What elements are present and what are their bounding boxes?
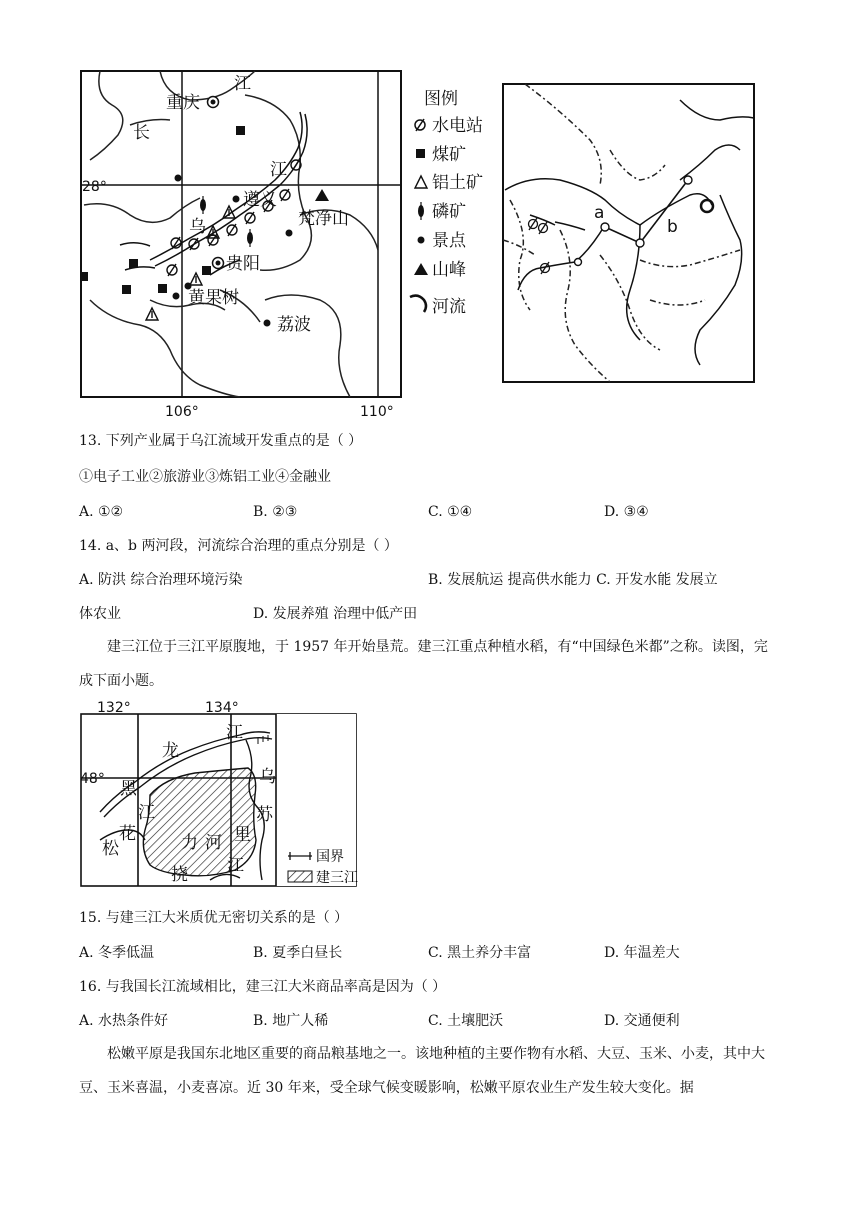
legend-label-peak: 山峰: [432, 260, 466, 280]
right-map-hydropower: [529, 218, 550, 274]
left-map-frame: [81, 71, 401, 397]
q16-stem: 16. 与我国长江流域相比，建三江大米商品率高是因为（ ）: [79, 979, 447, 995]
passage-songnen: 松嫩平原是我国东北地区重要的商品粮基地之一。该地种植的主要作物有水稻、大豆、玉米、小麦，其中大豆、玉米喜温，小麦喜凉。近 30 年来，受全球气候变暖影响，松嫩平原农业生产发生较大变化。据: [79, 1046, 765, 1096]
fig2-label-hei: 黑: [120, 779, 137, 799]
fig2-label-wu: 乌: [259, 767, 276, 787]
label-fanjingshan: 梵净山: [298, 209, 349, 229]
fig2-label-jiang-top: 江: [226, 723, 243, 743]
q16-option-a[interactable]: A. 水热条件好: [79, 1013, 169, 1029]
right-map-boundaries: [503, 84, 740, 382]
wujiang-figure: [0, 0, 860, 420]
legend-label-hydropower: 水电站: [432, 116, 483, 136]
q14-stem: 14. a、b 两河段，河流综合治理的重点分别是（ ）: [79, 538, 398, 554]
left-map-lines: [84, 71, 378, 397]
passage-jiansanjiang: 建三江位于三江平原腹地，于 1957 年开始垦荒。建三江重点种植水稻，有“中国绿色米都”之称。读图，完成下面小题。: [79, 639, 768, 689]
q15-option-c[interactable]: C. 黑土养分丰富: [428, 945, 532, 961]
q14-option-c-cont[interactable]: 体农业: [79, 606, 121, 622]
label-jiang-top: 江: [234, 74, 251, 94]
label-huangguoshu: 黄果树: [188, 288, 239, 308]
legend-title: 图例: [424, 89, 458, 109]
fanjingshan-peak-icon: [315, 189, 329, 201]
right-map-frame: [503, 84, 754, 382]
q13-option-b[interactable]: B. ②③: [253, 504, 298, 520]
tick-lon-110: 110°: [360, 404, 394, 420]
tick-lon-106: 106°: [165, 404, 199, 420]
legend: [410, 89, 483, 317]
peak-icon: [414, 263, 428, 275]
fig2-label-long: 龙: [162, 741, 179, 761]
q13-stem: 13. 下列产业属于乌江流域开发重点的是（ ）: [79, 433, 363, 449]
q13-option-d[interactable]: D. ③④: [604, 504, 649, 520]
q15-option-d[interactable]: D. 年温差大: [604, 945, 680, 961]
label-b: b: [667, 217, 678, 237]
label-wu: 乌: [189, 217, 206, 237]
fig2-label-jiang-right: 江: [227, 856, 244, 876]
phosphate-icon: [418, 202, 424, 220]
label-zunyi: 遵义: [243, 190, 277, 210]
fig2-legend-jiansanjiang: 建三江: [316, 870, 358, 886]
legend-label-bauxite: 铝土矿: [432, 173, 483, 193]
fig2-legend-border: 国界: [316, 849, 344, 865]
q15-option-a[interactable]: A. 冬季低温: [79, 945, 155, 961]
fig2-border-dashes: [258, 735, 268, 744]
fig2-label-he: 河: [205, 833, 222, 853]
fig2-label-su: 苏: [256, 805, 273, 825]
legend-label-phosphate: 磷矿: [432, 202, 466, 222]
label-chang: 长: [133, 123, 150, 143]
q16-option-d[interactable]: D. 交通便利: [604, 1013, 680, 1029]
fig2-label-nao: 挠: [171, 865, 188, 885]
label-guiyang: 贵阳: [226, 254, 260, 274]
river-segment-a-line: [605, 227, 640, 243]
jiansanjiang-legend-icon: [288, 871, 312, 882]
q16-option-b[interactable]: B. 地广人稀: [253, 1013, 329, 1029]
q13-statements: ①电子工业②旅游业③炼铝工业④金融业: [79, 469, 331, 485]
label-jiang-mid: 江: [270, 160, 287, 180]
q13-option-c[interactable]: C. ①④: [428, 504, 473, 520]
legend-label-coal: 煤矿: [432, 145, 466, 165]
bauxite-icon: [415, 176, 427, 188]
scenic-spot-icon: [418, 237, 425, 244]
fig2-label-song: 松: [102, 839, 119, 859]
river-icon: [410, 296, 426, 312]
label-libo: 荔波: [277, 315, 311, 335]
tick-lat-28: 28°: [82, 179, 107, 195]
label-chongqing: 重庆: [166, 93, 200, 113]
city-ring: [701, 200, 713, 212]
q14-option-b-c[interactable]: B. 发展航运 提高供水能力 C. 开发水能 发展立: [428, 572, 718, 588]
q14-option-d[interactable]: D. 发展养殖 治理中低产田: [253, 606, 418, 622]
city-markers: [208, 97, 224, 269]
fig2-label-hua: 花: [119, 824, 136, 844]
q14-option-a[interactable]: A. 防洪 综合治理环境污染: [79, 572, 243, 588]
fig2-label-li2: 里: [234, 825, 251, 845]
legend-label-river: 河流: [432, 297, 466, 317]
label-a: a: [594, 203, 605, 223]
tick-lon-134: 134°: [205, 700, 239, 716]
river-segment-b-line: [640, 180, 688, 243]
jiansanjiang-figure: [0, 700, 420, 895]
fig2-label-li: 力: [181, 833, 198, 853]
q15-option-b[interactable]: B. 夏季白昼长: [253, 945, 343, 961]
tick-lon-132: 132°: [97, 700, 131, 716]
legend-label-scenic: 景点: [432, 231, 466, 251]
coal-mine-icon: [416, 149, 425, 158]
q15-stem: 15. 与建三江大米质优无密切关系的是（ ）: [79, 910, 349, 926]
fig2-label-jiang-left: 江: [138, 803, 155, 823]
tick-lat-48: 48°: [80, 771, 105, 787]
q16-option-c[interactable]: C. 土壤肥沃: [428, 1013, 504, 1029]
q13-option-a[interactable]: A. ①②: [79, 504, 124, 520]
